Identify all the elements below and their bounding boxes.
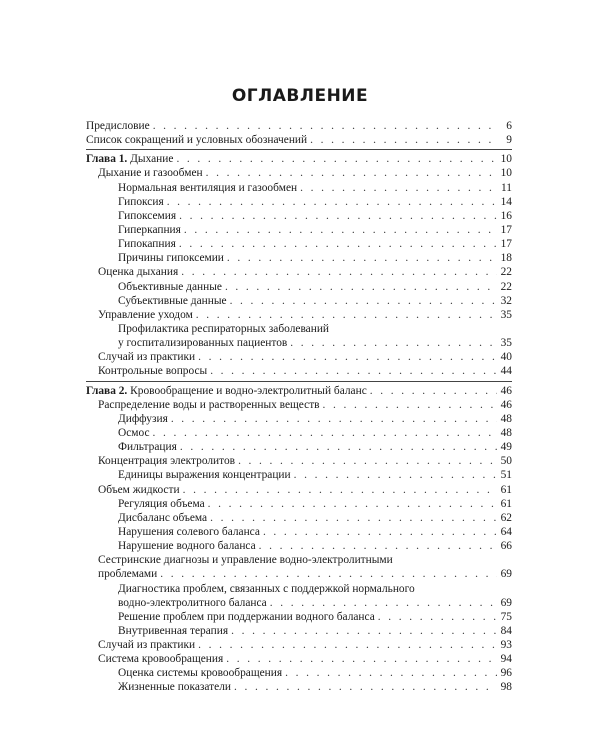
toc-entry-text: Дисбаланс объема: [118, 511, 208, 524]
toc-entry-page: 69: [500, 596, 512, 609]
dot-leader: [310, 133, 497, 147]
toc-entry-page: 22: [500, 280, 512, 293]
toc-entry-page: 18: [500, 252, 512, 265]
toc-entry-page: 66: [500, 540, 512, 553]
dot-leader: [176, 152, 497, 166]
toc-entry-text: у госпитализированных пациентов: [118, 337, 288, 350]
toc-entry-text: Контрольные вопросы: [98, 365, 208, 378]
toc-entry[interactable]: [86, 237, 512, 251]
toc-entry[interactable]: [86, 322, 512, 350]
toc-entry-page: 98: [500, 681, 512, 694]
toc-entry-text: Нормальная вентиляция и газообмен: [118, 181, 298, 194]
toc-entry-page: 94: [500, 653, 512, 666]
toc-entry-page: 96: [500, 667, 512, 680]
toc-entry-page: 75: [500, 610, 512, 623]
toc-entry-text: Регуляция объема: [118, 497, 205, 510]
toc-entry-page: 14: [500, 195, 512, 208]
dot-leader: [208, 497, 497, 511]
toc-entry-page: 35: [500, 337, 512, 350]
toc-entry-page: 17: [500, 238, 512, 251]
toc-entry-text: Система кровообращения: [98, 653, 224, 666]
divider: [86, 381, 512, 382]
dot-leader: [263, 525, 497, 539]
toc-entry-text: Жизненные показатели: [118, 681, 231, 694]
toc-entry-text: Распределение воды и растворенных веществ: [98, 398, 320, 411]
dot-leader: [180, 440, 497, 454]
toc-entry[interactable]: [86, 666, 512, 680]
toc-entry[interactable]: [86, 497, 512, 511]
toc-entry[interactable]: [86, 624, 512, 638]
toc-entry-text: Объективные данные: [118, 280, 222, 293]
dot-leader: [323, 398, 497, 412]
toc-entry-page: 32: [500, 294, 512, 307]
toc-entry[interactable]: [86, 294, 512, 308]
toc-entry-text: Дыхание и газообмен: [98, 167, 203, 180]
toc-entry-page: 10: [500, 153, 512, 166]
dot-leader: [183, 483, 497, 497]
dot-leader: [198, 350, 497, 364]
toc-entry-page: 62: [500, 511, 512, 524]
toc-entry[interactable]: [86, 223, 512, 237]
toc-entry-page: 64: [500, 525, 512, 538]
toc-entry[interactable]: [86, 280, 512, 294]
toc-entry-text: Субъективные данные: [118, 294, 227, 307]
toc-entry[interactable]: [86, 468, 512, 482]
toc-entry-text: Предисловие: [86, 119, 150, 132]
toc-entry[interactable]: [86, 426, 512, 440]
page-title: ОГЛАВЛЕНИЕ: [231, 86, 369, 106]
chapter-label: Глава 1.: [86, 153, 128, 166]
toc-entry[interactable]: [86, 181, 512, 195]
dot-leader: [181, 265, 497, 279]
toc-entry-page: 22: [500, 266, 512, 279]
dot-leader: [167, 195, 497, 209]
toc-entry-text: Случай из практики: [98, 639, 196, 652]
toc-entry-text: Внутривенная терапия: [118, 624, 229, 637]
toc-entry[interactable]: [86, 251, 512, 265]
toc-entry-text: Гипоксия: [118, 195, 164, 208]
toc-entry[interactable]: [86, 483, 512, 497]
toc-entry-text: Гипоксемия: [118, 209, 177, 222]
toc-entry-page: 6: [506, 119, 512, 132]
toc-entry-text: Решение проблем при поддержании водного баланса: [118, 610, 375, 623]
dot-leader: [184, 223, 497, 237]
toc-entry-preface[interactable]: [86, 119, 512, 133]
toc-entry[interactable]: [86, 638, 512, 652]
toc-entry-text: Гиперкапния: [118, 223, 181, 236]
toc-entry-page: 50: [500, 455, 512, 468]
toc-entry[interactable]: [86, 308, 512, 322]
toc-entry[interactable]: [86, 610, 512, 624]
toc-entry[interactable]: [86, 440, 512, 454]
dot-leader: [153, 119, 497, 133]
dot-leader: [206, 166, 497, 180]
toc-entry[interactable]: [86, 454, 512, 468]
toc-entry[interactable]: [86, 265, 512, 279]
chapter-heading: [86, 152, 173, 166]
toc-entry-text: Нарушения солевого баланса: [118, 525, 260, 538]
toc-entry-page: 40: [500, 351, 512, 364]
toc-entry-page: 17: [500, 223, 512, 236]
dot-leader: [370, 384, 497, 398]
toc-entry-page: 10: [500, 167, 512, 180]
toc-entry[interactable]: [86, 652, 512, 666]
dot-leader: [285, 666, 497, 680]
dot-leader: [171, 412, 497, 426]
toc-entry[interactable]: [86, 350, 512, 364]
toc-chapter-1[interactable]: [86, 152, 512, 166]
toc-entry-text: Причины гипоксемии: [118, 252, 224, 265]
toc-entry[interactable]: [86, 398, 512, 412]
chapter-title: Кровообращение и водно-электролитный баланс: [130, 384, 367, 397]
toc-entry[interactable]: [86, 412, 512, 426]
dot-leader: [198, 638, 497, 652]
toc-entry-page: 11: [501, 181, 512, 194]
dot-leader: [378, 610, 497, 624]
dot-leader: [230, 294, 497, 308]
toc-entry-text: Список сокращений и условных обозначений: [86, 134, 308, 147]
chapter-label: Глава 2.: [86, 384, 128, 397]
toc-entry-page: 46: [500, 384, 512, 397]
toc-entry-text: Концентрация электролитов: [98, 455, 236, 468]
toc-entry-text: Случай из практики: [98, 351, 196, 364]
dot-leader: [160, 567, 497, 581]
toc-entry-page: 51: [500, 469, 512, 482]
dot-leader: [238, 454, 497, 468]
dot-leader: [234, 680, 497, 694]
toc-entry-page: 48: [500, 412, 512, 425]
dot-leader: [259, 539, 497, 553]
toc-entry-text: Оценка дыхания: [98, 266, 179, 279]
toc-entry-text: Оценка системы кровообращения: [118, 667, 283, 680]
toc-entry-text: Управление уходом: [98, 308, 193, 321]
dot-leader: [290, 336, 497, 350]
dot-leader: [226, 652, 497, 666]
toc-entry[interactable]: [86, 364, 512, 378]
toc-entry-text: Гипокапния: [118, 238, 176, 251]
dot-leader: [294, 468, 497, 482]
dot-leader: [179, 209, 497, 223]
toc-entry-text: Нарушение водного баланса: [118, 540, 256, 553]
dot-leader: [179, 237, 497, 251]
dot-leader: [210, 511, 497, 525]
toc-entry-text: Диффузия: [118, 412, 168, 425]
toc-entry[interactable]: [86, 553, 512, 581]
toc-entry[interactable]: [86, 582, 512, 610]
chapter-title: Дыхание: [130, 153, 174, 166]
dot-leader: [231, 624, 497, 638]
toc-entry[interactable]: [86, 539, 512, 553]
toc-entry-page: 61: [500, 483, 512, 496]
toc-entry-page: 93: [500, 639, 512, 652]
toc-entry-text-line1: Профилактика респираторных заболеваний: [118, 322, 330, 335]
toc-entry-text: проблемами: [98, 568, 158, 581]
toc-entry-page: 44: [500, 365, 512, 378]
dot-leader: [225, 280, 497, 294]
toc-entry-text: Осмос: [118, 426, 150, 439]
toc-entry-abbreviations[interactable]: [86, 133, 512, 147]
toc-entry-page: 16: [500, 209, 512, 222]
dot-leader: [300, 181, 497, 195]
toc-entry[interactable]: [86, 525, 512, 539]
dot-leader: [227, 251, 497, 265]
table-of-contents: [86, 119, 512, 695]
toc-entry-page: 49: [500, 441, 512, 454]
toc-entry-text: Объем жидкости: [98, 483, 180, 496]
toc-entry-text-line1: Сестринские диагнозы и управление водно-электролитными: [98, 554, 393, 567]
toc-chapter-2[interactable]: [86, 384, 512, 398]
dot-leader: [210, 364, 497, 378]
toc-entry[interactable]: [86, 511, 512, 525]
dot-leader: [153, 426, 497, 440]
toc-entry-text-line1: Диагностика проблем, связанных с поддержкой нормального: [118, 582, 415, 595]
toc-entry-page: 35: [500, 308, 512, 321]
toc-entry-page: 84: [500, 624, 512, 637]
toc-entry-text: водно-электролитного баланса: [118, 596, 267, 609]
toc-entry-page: 61: [500, 497, 512, 510]
toc-entry-page: 69: [500, 568, 512, 581]
toc-entry[interactable]: [86, 680, 512, 694]
chapter-heading: [86, 384, 367, 398]
toc-entry-page: 9: [506, 134, 512, 147]
toc-entry[interactable]: [86, 195, 512, 209]
divider: [86, 149, 512, 150]
toc-entry-text: Единицы выражения концентрации: [118, 469, 291, 482]
toc-entry-page: 46: [500, 398, 512, 411]
dot-leader: [270, 596, 497, 610]
toc-entry-page: 48: [500, 426, 512, 439]
toc-entry-text: Фильтрация: [118, 441, 177, 454]
toc-entry[interactable]: [86, 166, 512, 180]
toc-entry[interactable]: [86, 209, 512, 223]
dot-leader: [196, 308, 497, 322]
